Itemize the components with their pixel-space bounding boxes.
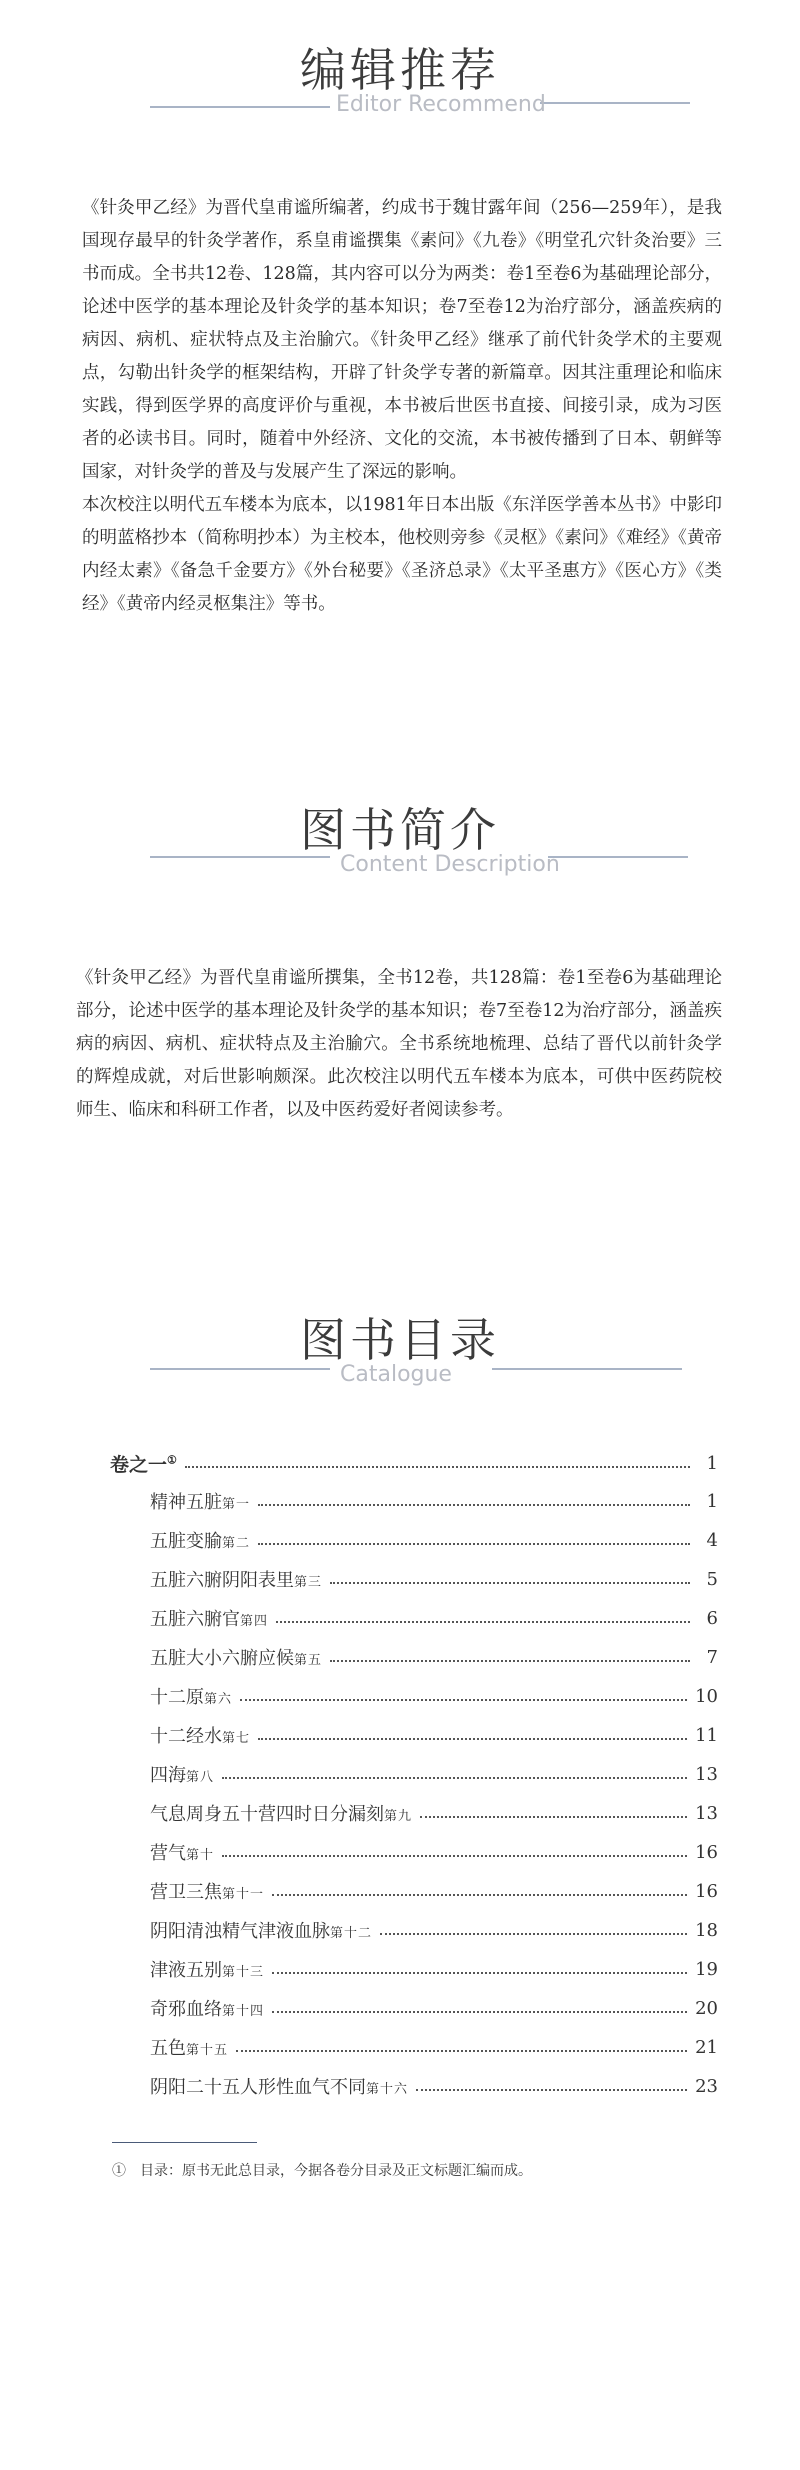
toc-entry-title: 气息周身五十营四时日分漏刻第九 — [150, 1804, 413, 1825]
toc-page-number: 4 — [706, 1529, 718, 1551]
toc-page-number: 1 — [706, 1490, 718, 1512]
toc-entry[interactable] — [150, 1564, 718, 1594]
toc-entry-ordinal: 第十一 — [222, 1887, 265, 1902]
toc-leader-dots — [272, 1972, 687, 1974]
editor-paragraph-2: 本次校注以明代五车楼本为底本，以1981年日本出版《东洋医学善本丛书》中影印的明蓝格抄本（简称明抄本）为主校本，他校则旁参《灵枢》《素问》《难经》《黄帝内经太素》《备急千金要方》《外台秘要》《圣济总录》《太平圣惠方》《医心方》《类经》《黄帝内经灵枢集注》等书。 — [82, 495, 722, 614]
toc-leader-dots — [330, 1582, 690, 1584]
toc-entry-title: 精神五脏第一 — [150, 1492, 251, 1513]
toc-leader-dots — [222, 1777, 687, 1779]
toc-page-number: 18 — [695, 1919, 718, 1941]
toc-entry-title: 十二经水第七 — [150, 1726, 251, 1747]
toc-page-number: 1 — [706, 1452, 718, 1474]
toc-page-number: 13 — [695, 1802, 718, 1824]
toc-entry[interactable] — [150, 1681, 718, 1711]
editor-subtitle: Editor Recommend — [336, 92, 546, 117]
toc-entry-title: 五脏变腧第二 — [150, 1531, 251, 1552]
toc-entry-ordinal: 第十六 — [366, 2082, 409, 2097]
header-rule-left — [150, 106, 330, 108]
toc-volume-title: 卷之一① — [110, 1453, 177, 1476]
intro-body — [76, 962, 722, 1127]
toc-entry-ordinal: 第五 — [294, 1653, 323, 1668]
toc-entry-ordinal: 第九 — [384, 1809, 413, 1824]
toc-leader-dots — [276, 1621, 690, 1623]
toc-entry-title: 阴阳二十五人形性血气不同第十六 — [150, 2077, 409, 2098]
toc-entry[interactable] — [150, 1915, 718, 1945]
toc-leader-dots — [420, 1816, 687, 1818]
editor-header — [0, 40, 800, 150]
toc-entry[interactable] — [150, 1486, 718, 1516]
toc-entry-ordinal: 第十三 — [222, 1965, 265, 1980]
editor-body — [82, 192, 722, 621]
toc-entry-ordinal: 第六 — [204, 1692, 233, 1707]
toc-entry[interactable] — [150, 1525, 718, 1555]
toc-entry-title: 奇邪血络第十四 — [150, 1999, 265, 2020]
intro-header — [0, 800, 800, 910]
toc-entry-ordinal: 第十 — [186, 1848, 215, 1863]
toc-leader-dots — [272, 2011, 687, 2013]
editor-title: 编辑推荐 — [300, 43, 500, 97]
toc-entry[interactable] — [150, 2032, 718, 2062]
toc-leader-dots — [258, 1543, 690, 1545]
toc-page-number: 19 — [695, 1958, 718, 1980]
footnote: ① 目录：原书无此总目录，今据各卷分目录及正文标题汇编而成。 — [112, 2163, 532, 2179]
toc-entry-ordinal: 第八 — [186, 1770, 215, 1785]
toc-leader-dots — [240, 1699, 687, 1701]
toc-leader-dots — [330, 1660, 690, 1662]
editor-paragraph-1: 《针灸甲乙经》为晋代皇甫谧所编著，约成书于魏甘露年间（256—259年），是我国现存最早的针灸学著作，系皇甫谧撰集《素问》《九卷》《明堂孔穴针灸治要》三书而成。全书共12卷、128篇，其内容可以分为两类：卷1至卷6为基础理论部分，论述中医学的基本理论及针灸学的基本知识；卷7至卷12为治疗部分，涵盖疾病的病因、病机、症状特点及主治腧穴。《针灸甲乙经》继承了前代针灸学术的主要观点，勾勒出针灸学的框架结构，开辟了针灸学专著的新篇章。因其注重理论和临床实践，得到医学界的高度评价与重视，本书被后世医书直接、间接引录，成为习医者的必读书目。同时，随着中外经济、文化的交流，本书被传播到了日本、朝鲜等国家，对针灸学的普及与发展产生了深远的影响。 — [82, 198, 722, 482]
toc-entry[interactable] — [150, 1720, 718, 1750]
toc-leader-dots — [236, 2050, 687, 2052]
toc-page-number: 5 — [706, 1568, 718, 1590]
toc-leader-dots — [222, 1855, 687, 1857]
toc-entry[interactable] — [150, 1642, 718, 1672]
intro-subtitle: Content Description — [340, 852, 560, 877]
footnote-rule — [112, 2142, 257, 2143]
toc-entry-ordinal: 第一 — [222, 1497, 251, 1512]
toc-entry[interactable] — [150, 1603, 718, 1633]
toc-entry[interactable] — [150, 1876, 718, 1906]
toc-entry-title: 五脏六腑官第四 — [150, 1609, 269, 1630]
toc-page-number: 11 — [695, 1724, 718, 1746]
toc-leader-dots — [185, 1466, 690, 1468]
toc-entry[interactable] — [150, 1759, 718, 1789]
toc-entry-ordinal: 第四 — [240, 1614, 269, 1629]
intro-title: 图书简介 — [300, 803, 500, 857]
toc-entry-ordinal: 第三 — [294, 1575, 323, 1590]
toc-entry-title: 四海第八 — [150, 1765, 215, 1786]
toc-entry-title: 五色第十五 — [150, 2038, 229, 2059]
header-rule-right — [540, 102, 690, 104]
toc-leader-dots — [416, 2089, 687, 2091]
toc-entry-title: 津液五别第十三 — [150, 1960, 265, 1981]
toc-leader-dots — [272, 1894, 687, 1896]
toc-page-number: 6 — [706, 1607, 718, 1629]
toc-entry[interactable] — [150, 1798, 718, 1828]
toc-entry-title: 阴阳清浊精气津液血脉第十二 — [150, 1921, 373, 1942]
toc-page-number: 13 — [695, 1763, 718, 1785]
toc-entry-ordinal: 第二 — [222, 1536, 251, 1551]
toc-volume-row[interactable] — [110, 1448, 718, 1478]
catalogue-title: 图书目录 — [300, 1313, 500, 1367]
toc-page-number: 20 — [695, 1997, 718, 2019]
catalogue-header — [0, 1310, 800, 1420]
toc-page-number: 23 — [695, 2075, 718, 2097]
toc-entry-title: 五脏六腑阴阳表里第三 — [150, 1570, 323, 1591]
toc-entry[interactable] — [150, 1837, 718, 1867]
toc-page-number: 16 — [695, 1880, 718, 1902]
toc-page-number: 7 — [706, 1646, 718, 1668]
toc-entry-ordinal: 第十四 — [222, 2004, 265, 2019]
toc-page-number: 16 — [695, 1841, 718, 1863]
toc-page-number: 21 — [695, 2036, 718, 2058]
toc-entry[interactable] — [150, 1954, 718, 1984]
toc-entry-title: 营卫三焦第十一 — [150, 1882, 265, 1903]
toc-entry[interactable] — [150, 2071, 718, 2101]
toc-leader-dots — [380, 1933, 687, 1935]
toc-entry-ordinal: 第十五 — [186, 2043, 229, 2058]
toc-entry[interactable] — [150, 1993, 718, 2023]
toc-leader-dots — [258, 1504, 690, 1506]
toc-entry-title: 营气第十 — [150, 1843, 215, 1864]
toc-entry-ordinal: 第七 — [222, 1731, 251, 1746]
toc-page-number: 10 — [695, 1685, 718, 1707]
toc-entry-title: 五脏大小六腑应候第五 — [150, 1648, 323, 1669]
intro-paragraph-1: 《针灸甲乙经》为晋代皇甫谧所撰集，全书12卷，共128篇：卷1至卷6为基础理论部分，论述中医学的基本理论及针灸学的基本知识；卷7至卷12为治疗部分，涵盖疾病的病因、病机、症状特点及主治腧穴。全书系统地梳理、总结了晋代以前针灸学的辉煌成就，对后世影响颇深。此次校注以明代五车楼本为底本，可供中医药院校师生、临床和科研工作者，以及中医药爱好者阅读参考。 — [76, 968, 722, 1120]
catalogue-subtitle: Catalogue — [340, 1362, 452, 1387]
toc-entry-title: 十二原第六 — [150, 1687, 233, 1708]
toc-entry-ordinal: 第十二 — [330, 1926, 373, 1941]
toc-leader-dots — [258, 1738, 687, 1740]
